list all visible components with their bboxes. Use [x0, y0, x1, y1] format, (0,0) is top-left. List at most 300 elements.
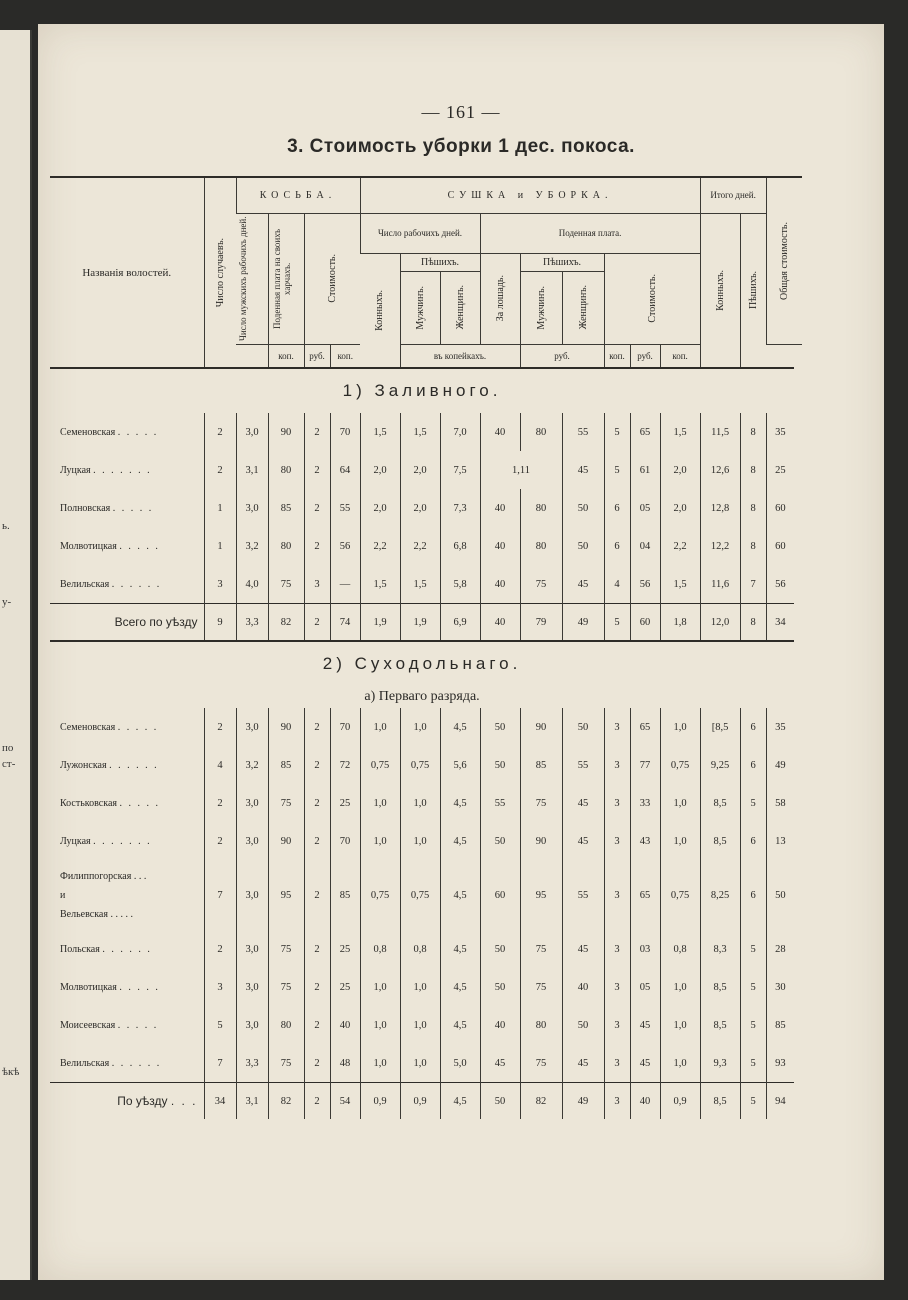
- total-cell: 34: [766, 604, 794, 642]
- table-cell: 2: [304, 968, 330, 1006]
- table-row: [50, 708, 802, 746]
- table-cell: 6: [740, 708, 766, 746]
- table-cell: 80: [268, 527, 304, 565]
- table-cell: 40: [480, 413, 520, 451]
- table-cell: 05: [630, 968, 660, 1006]
- table-cell: 50: [480, 930, 520, 968]
- table-cell: 2: [304, 860, 330, 930]
- table-cell: 6: [740, 860, 766, 930]
- total-cell: 2: [304, 604, 330, 642]
- table-cell: 1,0: [660, 1044, 700, 1083]
- leader-dots: . . . . . .: [111, 1057, 162, 1069]
- table-cell: 90: [268, 822, 304, 860]
- volost-name: [50, 413, 204, 451]
- table-cell: 5,8: [440, 565, 480, 604]
- total-cell: 8,5: [700, 1083, 740, 1120]
- table-cell: 3: [604, 930, 630, 968]
- total-cell: 40: [480, 604, 520, 642]
- table-cell: 7,3: [440, 489, 480, 527]
- table-cell: 2: [304, 1044, 330, 1083]
- header-total-foot: Пѣшихъ.: [740, 213, 766, 368]
- table-cell: 1,5: [400, 413, 440, 451]
- table-cell: 1,0: [660, 1006, 700, 1044]
- table-cell: 2: [304, 1006, 330, 1044]
- header-unit-rub: руб.: [630, 344, 660, 368]
- table-cell: 12,6: [700, 451, 740, 489]
- table-cell: 2: [204, 708, 236, 746]
- volost-name: [50, 1044, 204, 1083]
- table-cell: 3,0: [236, 930, 268, 968]
- table-cell: 7: [740, 565, 766, 604]
- total-cell: 1,9: [360, 604, 400, 642]
- table-cell: 28: [766, 930, 794, 968]
- table-cell: 1,5: [660, 413, 700, 451]
- table-row: [50, 822, 802, 860]
- table-cell: 3,2: [236, 527, 268, 565]
- total-cell: 5: [740, 1083, 766, 1120]
- table-cell: 2: [304, 784, 330, 822]
- table-cell: 8: [740, 527, 766, 565]
- leader-dots: . . . . . .: [111, 578, 162, 590]
- table-cell: 4,5: [440, 930, 480, 968]
- table-cell: 6: [740, 822, 766, 860]
- leader-dots: . . . . .: [119, 540, 160, 552]
- table-cell: 56: [766, 565, 794, 604]
- volost-name-text: Молвотицкая: [60, 540, 117, 552]
- volost-name-line: и: [60, 889, 66, 901]
- document-page: [38, 24, 884, 1280]
- table-cell: [8,5: [700, 708, 740, 746]
- volost-name-text: Луцкая: [60, 464, 91, 476]
- table-cell: 6: [740, 746, 766, 784]
- table-cell: 1,0: [660, 968, 700, 1006]
- volost-name: [50, 489, 204, 527]
- table-cell: 61: [630, 451, 660, 489]
- table-cell: 43: [630, 822, 660, 860]
- total-label: Всего по уѣзду: [50, 604, 204, 642]
- table-cell: 95: [520, 860, 562, 930]
- table-cell: 1,0: [400, 1044, 440, 1083]
- header-foot-label: Пѣшихъ.: [401, 257, 480, 272]
- total-cell: 6,9: [440, 604, 480, 642]
- total-cell: 5: [604, 604, 630, 642]
- volost-name: [50, 930, 204, 968]
- table-cell: 13: [766, 822, 794, 860]
- table-cell: 3,3: [236, 1044, 268, 1083]
- header-kosba: КОСЬБА.: [236, 177, 360, 213]
- table-cell: 85: [268, 489, 304, 527]
- table-cell: 04: [630, 527, 660, 565]
- table-row: [50, 860, 802, 930]
- header-cases: Число случаевъ.: [204, 177, 236, 368]
- table-cell: 45: [562, 930, 604, 968]
- table-cell: 55: [330, 489, 360, 527]
- table-cell: 75: [268, 1044, 304, 1083]
- table-cell: 3: [604, 968, 630, 1006]
- table-cell: 8,5: [700, 1006, 740, 1044]
- total-cell: 3,1: [236, 1083, 268, 1120]
- table-cell: 75: [268, 784, 304, 822]
- table-cell: 2,0: [660, 489, 700, 527]
- table-cell: 1,0: [400, 822, 440, 860]
- volost-name: [50, 968, 204, 1006]
- table-cell: 3,0: [236, 708, 268, 746]
- table-cell: 9,3: [700, 1044, 740, 1083]
- table-cell: 50: [562, 489, 604, 527]
- table-cell: 3: [204, 565, 236, 604]
- table-cell: 48: [330, 1044, 360, 1083]
- table-cell: 75: [520, 968, 562, 1006]
- total-cell: 49: [562, 604, 604, 642]
- table-cell: 0,75: [400, 860, 440, 930]
- table-cell: 4,5: [440, 860, 480, 930]
- margin-fragment: ѣкѣ: [2, 1066, 20, 1078]
- table-cell: 0,75: [360, 746, 400, 784]
- table-cell: —: [330, 565, 360, 604]
- table-cell: 1,5: [360, 565, 400, 604]
- volost-name-line: Филиппогорская . . .: [60, 870, 147, 882]
- header-male-days: Число мужскихъ рабочихъ дней.: [236, 213, 268, 344]
- table-cell: 1,0: [360, 708, 400, 746]
- table-cell: 8,3: [700, 930, 740, 968]
- table-cell: 11,5: [700, 413, 740, 451]
- table-cell: 60: [480, 860, 520, 930]
- table-cell: 2,2: [360, 527, 400, 565]
- header-men: Мужчинъ.: [535, 285, 547, 330]
- table-cell: 1,5: [400, 565, 440, 604]
- table-cell: 0,8: [400, 930, 440, 968]
- table-cell: 2,0: [660, 451, 700, 489]
- volost-name-text: Велильская: [60, 578, 110, 590]
- table-cell: 6: [604, 489, 630, 527]
- table-cell: 2: [304, 930, 330, 968]
- total-cell: 3: [604, 1083, 630, 1120]
- table-cell: 70: [330, 822, 360, 860]
- volost-name: [50, 527, 204, 565]
- table-cell: 58: [766, 784, 794, 822]
- total-cell: 1,9: [400, 604, 440, 642]
- table-cell: 11,6: [700, 565, 740, 604]
- table-cell: 2: [204, 413, 236, 451]
- header-total-days: Итого дней.: [700, 177, 766, 213]
- leader-dots: . . . . .: [117, 721, 159, 733]
- table-cell: 5: [740, 784, 766, 822]
- leader-dots: . . . . . . .: [93, 464, 152, 476]
- table-cell: 2: [304, 822, 330, 860]
- total-cell: 82: [520, 1083, 562, 1120]
- table-cell: 3: [604, 784, 630, 822]
- table-cell: 4,5: [440, 708, 480, 746]
- table-cell: 75: [520, 784, 562, 822]
- volost-name-text: Костьковская: [60, 797, 117, 809]
- table-cell: 40: [480, 489, 520, 527]
- table-cell: 50: [480, 746, 520, 784]
- table-cell: 0,75: [400, 746, 440, 784]
- table-cell: 5: [740, 1044, 766, 1083]
- header-daily-wage: Поденная плата.: [480, 213, 700, 253]
- total-cell: 1,8: [660, 604, 700, 642]
- header-unit-kop: коп.: [604, 344, 630, 368]
- volost-name: [50, 1006, 204, 1044]
- table-cell: 80: [520, 527, 562, 565]
- table-cell: 3: [604, 822, 630, 860]
- header-days-unit: [236, 344, 268, 368]
- volost-name: [50, 822, 204, 860]
- margin-fragment: ь.: [2, 520, 10, 532]
- section-title: 1) Заливного.: [50, 368, 794, 413]
- table-cell: 2,0: [360, 451, 400, 489]
- table-cell: 1,11: [480, 451, 562, 489]
- table-cell: 3,0: [236, 489, 268, 527]
- header-women: Женщинъ.: [562, 272, 604, 344]
- volost-name: [50, 860, 204, 930]
- volost-name: [50, 565, 204, 604]
- table-cell: 2: [304, 413, 330, 451]
- table-cell: 2,2: [660, 527, 700, 565]
- header-unit-rub: руб.: [304, 344, 330, 368]
- table-cell: 8: [740, 451, 766, 489]
- table-cell: 3,2: [236, 746, 268, 784]
- table-cell: 2,0: [360, 489, 400, 527]
- volost-name-text: Лужонская: [60, 759, 107, 771]
- table-cell: 4,5: [440, 968, 480, 1006]
- table-cell: 3: [304, 565, 330, 604]
- table-cell: 56: [330, 527, 360, 565]
- table-cell: 7: [204, 860, 236, 930]
- header-foot-wage-group: [520, 253, 604, 344]
- table-cell: 5: [604, 413, 630, 451]
- leader-dots: . . . . .: [112, 502, 154, 514]
- table-cell: 1,0: [360, 1006, 400, 1044]
- table-cell: 45: [562, 784, 604, 822]
- table-row: [50, 489, 802, 527]
- table-cell: 45: [562, 1044, 604, 1083]
- table-cell: 70: [330, 708, 360, 746]
- table-cell: 50: [766, 860, 794, 930]
- total-cell: 50: [480, 1083, 520, 1120]
- table-cell: 95: [268, 860, 304, 930]
- table-cell: 5: [204, 1006, 236, 1044]
- table-cell: 2: [304, 451, 330, 489]
- table-cell: 80: [520, 489, 562, 527]
- table-cell: 1,5: [360, 413, 400, 451]
- header-foot-label: Пѣшихъ.: [521, 257, 604, 272]
- section-title: 2) Суходольнаго.: [50, 641, 794, 686]
- volost-name-text: Моисеевская: [60, 1019, 116, 1031]
- table-cell: 1,0: [360, 784, 400, 822]
- margin-fragment: по: [2, 742, 14, 754]
- table-cell: 75: [520, 1044, 562, 1083]
- header-unit-in-kopecks: въ копейкахъ.: [400, 344, 520, 368]
- table-cell: 45: [562, 451, 604, 489]
- table-cell: 2: [304, 746, 330, 784]
- header-kosba-cost: Стоимость.: [304, 213, 360, 344]
- table-cell: 35: [766, 708, 794, 746]
- table-row: [50, 527, 802, 565]
- table-cell: 45: [562, 822, 604, 860]
- table-cell: 85: [268, 746, 304, 784]
- total-row: [50, 1083, 802, 1120]
- table-cell: 2,0: [400, 489, 440, 527]
- table-row: [50, 930, 802, 968]
- table-cell: 90: [268, 413, 304, 451]
- table-cell: 4,5: [440, 1006, 480, 1044]
- header-unit-rub: руб.: [520, 344, 604, 368]
- total-cell: 0,9: [400, 1083, 440, 1120]
- volost-name: [50, 746, 204, 784]
- volost-name: [50, 784, 204, 822]
- table-cell: 3,0: [236, 860, 268, 930]
- table-cell: 8: [740, 489, 766, 527]
- table-cell: 90: [268, 708, 304, 746]
- table-cell: 05: [630, 489, 660, 527]
- table-cell: 4: [604, 565, 630, 604]
- table-cell: 1,0: [400, 968, 440, 1006]
- table-cell: 80: [520, 413, 562, 451]
- table-cell: 80: [520, 1006, 562, 1044]
- volost-name-text: Семеновская: [60, 721, 116, 733]
- table-cell: 3,0: [236, 968, 268, 1006]
- table-cell: 7,0: [440, 413, 480, 451]
- table-cell: 56: [630, 565, 660, 604]
- table-cell: 77: [630, 746, 660, 784]
- table-cell: 75: [520, 930, 562, 968]
- total-cell: 12,0: [700, 604, 740, 642]
- header-unit-kop: коп.: [268, 344, 304, 368]
- header-with-horse: За лошадь.: [480, 253, 520, 344]
- table-cell: 50: [562, 527, 604, 565]
- leader-dots: . . . . . .: [102, 943, 152, 955]
- table-cell: 3,0: [236, 1006, 268, 1044]
- table-cell: 8: [740, 413, 766, 451]
- total-cell: 40: [630, 1083, 660, 1120]
- volost-name-text: Луцкая: [60, 835, 91, 847]
- table-cell: 3: [604, 860, 630, 930]
- table-cell: 2: [204, 930, 236, 968]
- table-cell: 70: [330, 413, 360, 451]
- table-cell: 2: [204, 784, 236, 822]
- total-cell: 0,9: [360, 1083, 400, 1120]
- table-cell: 49: [766, 746, 794, 784]
- table-cell: 1,0: [360, 1044, 400, 1083]
- table-cell: 55: [480, 784, 520, 822]
- total-cell: 49: [562, 1083, 604, 1120]
- table-row: [50, 784, 802, 822]
- total-cell: 94: [766, 1083, 794, 1120]
- table-cell: 3: [604, 708, 630, 746]
- table-cell: 72: [330, 746, 360, 784]
- volost-name-text: Семеновская: [60, 426, 116, 438]
- table-row: [50, 746, 802, 784]
- table-cell: 55: [562, 746, 604, 784]
- table-cell: 25: [766, 451, 794, 489]
- table-cell: 1,0: [660, 822, 700, 860]
- table-cell: 40: [480, 565, 520, 604]
- leader-dots: . . . . . . .: [93, 835, 152, 847]
- total-cell: 60: [630, 604, 660, 642]
- header-sushka-cost: Стоимость.: [604, 253, 700, 344]
- table-cell: 2,0: [400, 451, 440, 489]
- table-cell: 5: [740, 968, 766, 1006]
- table-cell: 3: [604, 1044, 630, 1083]
- table-cell: 2,2: [400, 527, 440, 565]
- table-cell: 03: [630, 930, 660, 968]
- table-cell: 8,5: [700, 784, 740, 822]
- total-cell: 74: [330, 604, 360, 642]
- volost-name-text: Польская: [60, 943, 100, 955]
- table-cell: 1,0: [660, 708, 700, 746]
- table-cell: 75: [268, 930, 304, 968]
- table-cell: 0,75: [660, 860, 700, 930]
- table-cell: 1,0: [400, 1006, 440, 1044]
- header-men: Мужчинъ.: [414, 285, 426, 330]
- table-cell: 1,0: [400, 708, 440, 746]
- total-cell: 0,9: [660, 1083, 700, 1120]
- table-cell: 0,75: [360, 860, 400, 930]
- table-cell: 2: [304, 527, 330, 565]
- table-cell: 25: [330, 930, 360, 968]
- section-subtitle: а) Перваго разряда.: [364, 689, 480, 704]
- table-cell: 3: [604, 746, 630, 784]
- table-cell: 80: [268, 451, 304, 489]
- table-cell: 60: [766, 527, 794, 565]
- header-name-col: Названія волостей.: [50, 177, 204, 368]
- table-cell: 1,0: [360, 968, 400, 1006]
- table-row: [50, 968, 802, 1006]
- table-cell: 0,8: [360, 930, 400, 968]
- table-cell: 60: [766, 489, 794, 527]
- volost-name: [50, 708, 204, 746]
- table-cell: 5: [740, 930, 766, 968]
- volost-name-text: Велильская: [60, 1057, 110, 1069]
- table-cell: 4,0: [236, 565, 268, 604]
- table-cell: 40: [480, 1006, 520, 1044]
- table-cell: 5: [740, 1006, 766, 1044]
- table-cell: 2: [304, 708, 330, 746]
- table-cell: 65: [630, 413, 660, 451]
- volost-name-line: Вельевская . . . . .: [60, 908, 133, 920]
- table-cell: 1: [204, 489, 236, 527]
- table-cell: 12,2: [700, 527, 740, 565]
- table-cell: 40: [330, 1006, 360, 1044]
- table-cell: 3: [204, 968, 236, 1006]
- table-row: [50, 413, 802, 451]
- table-cell: 65: [630, 860, 660, 930]
- header-unit-kop: коп.: [330, 344, 360, 368]
- table-cell: 2: [204, 451, 236, 489]
- table-cell: 2: [304, 489, 330, 527]
- table-cell: 40: [480, 527, 520, 565]
- table-row: [50, 1006, 802, 1044]
- table-row: [50, 451, 802, 489]
- table-cell: 50: [480, 968, 520, 1006]
- table-cell: 5: [604, 451, 630, 489]
- header-total-horse: Конныхъ.: [700, 213, 740, 368]
- table-cell: 33: [630, 784, 660, 822]
- volost-name-text: Полновская: [60, 502, 111, 514]
- table-cell: 5,0: [440, 1044, 480, 1083]
- total-cell: 34: [204, 1083, 236, 1120]
- table-cell: 4,5: [440, 822, 480, 860]
- total-cell: 9: [204, 604, 236, 642]
- table-row: [50, 565, 802, 604]
- table-cell: 3,0: [236, 822, 268, 860]
- table-cell: 75: [268, 565, 304, 604]
- volost-name-text: Молвотицкая: [60, 981, 117, 993]
- table-cell: 85: [766, 1006, 794, 1044]
- table-cell: 90: [520, 822, 562, 860]
- total-cell: 4,5: [440, 1083, 480, 1120]
